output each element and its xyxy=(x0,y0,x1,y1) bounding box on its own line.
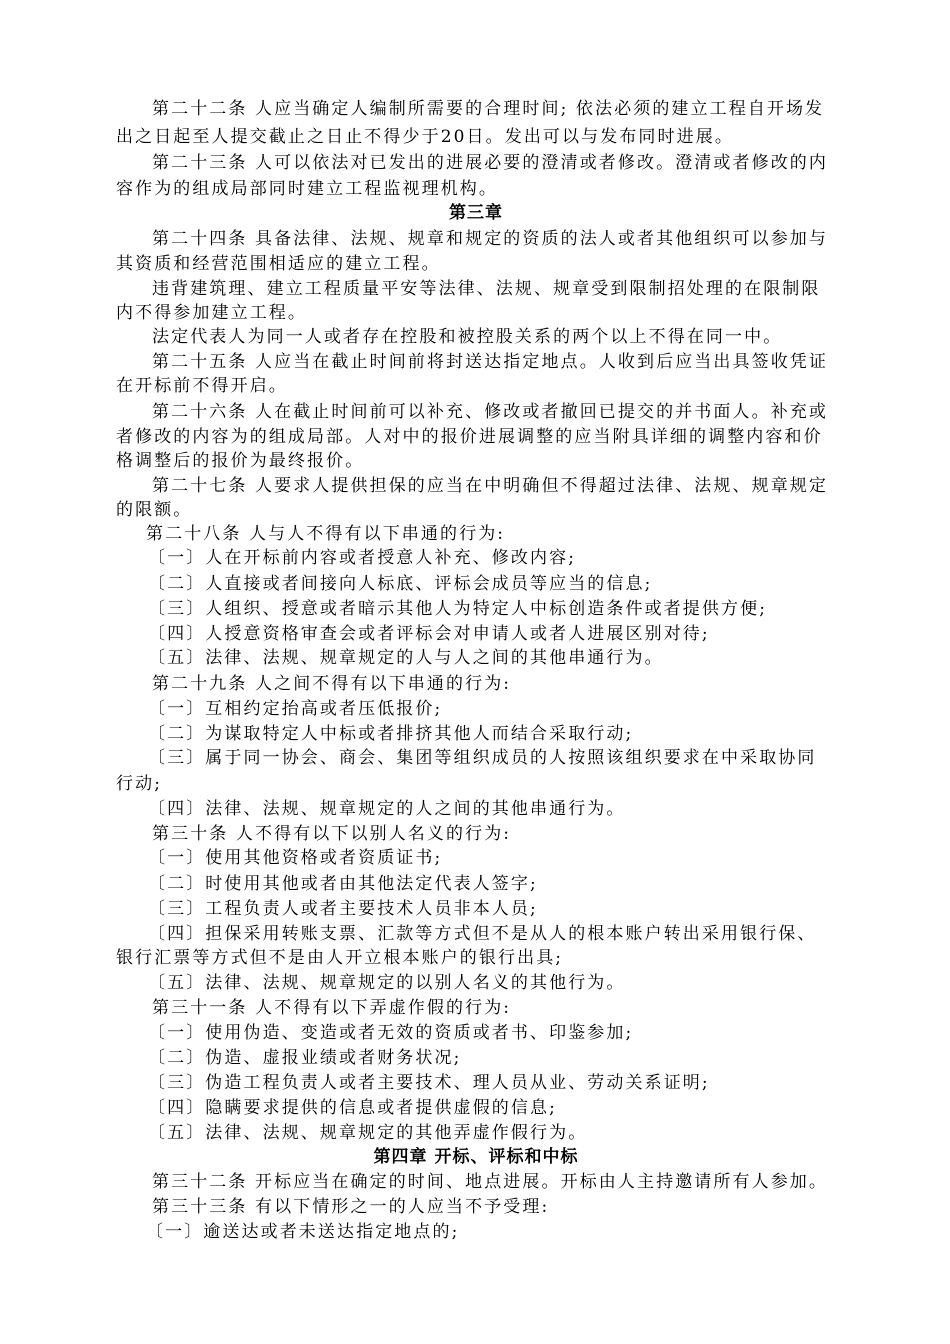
text-line: 者修改的内容为的组成局部。人对中的报价进展调整的应当附具详细的调整内容和价 xyxy=(116,427,823,447)
text-line: 第二十八条 人与人不得有以下串通的行为: xyxy=(146,524,506,544)
text-line: 格调整后的报价为最终报价。 xyxy=(116,451,365,471)
text-line: 〔三〕属于同一协会、商会、集团等组织成员的人按照该组织要求在中采取协同 xyxy=(148,748,817,768)
text-line: 第三十一条 人不得有以下弄虚作假的行为: xyxy=(152,998,512,1018)
text-line: 〔五〕法律、法规、规章规定的其他弄虚作假行为。 xyxy=(148,1123,588,1143)
text-line: 〔三〕工程负责人或者主要技术人员非本人员; xyxy=(148,899,538,919)
text-line: 第二十七条 人要求人提供担保的应当在中明确但不得超过法律、法规、规章规定 xyxy=(152,476,829,496)
text-line: 违背建筑理、建立工程质量平安等法律、法规、规章受到限制招处理的在限制限 xyxy=(152,279,821,299)
text-line: 〔一〕人在开标前内容或者授意人补充、修改内容; xyxy=(148,548,577,568)
text-line: 第二十五条 人应当在截止时间前将封送达指定地点。人收到后应当出具签收凭证 xyxy=(152,352,829,372)
text-line: 〔四〕人授意资格审查会或者评标会对申请人或者人进展区别对待; xyxy=(148,624,710,644)
text-line: 第三十三条 有以下情形之一的人应当不予受理: xyxy=(152,1197,550,1217)
text-line: 第二十六条 人在截止时间前可以补充、修改或者撤回已提交的并书面人。补充或 xyxy=(152,402,829,422)
text-line: 第三十条 人不得有以下以别人名义的行为: xyxy=(152,824,512,844)
text-line: 第二十三条 人可以依法对已发出的进展必要的澄清或者修改。澄清或者修改的内 xyxy=(152,153,829,173)
text-line: 第三十二条 开标应当在确定的时间、地点进展。开标由人主持邀请所有人参加。 xyxy=(152,1172,829,1192)
text-line: 法定代表人为同一人或者存在控股和被控股关系的两个以上不得在同一中。 xyxy=(152,327,783,347)
text-line: 〔一〕互相约定抬高或者压低报价; xyxy=(148,699,443,719)
text-line: 在开标前不得开启。 xyxy=(116,376,288,396)
text-line: 〔二〕人直接或者间接向人标底、评标会成员等应当的信息; xyxy=(148,574,653,594)
text-line: 出之日起至人提交截止之日止不得少于20日。发出可以与发布同时进展。 xyxy=(116,127,734,147)
text-line: 〔三〕伪造工程负责人或者主要技术、理人员从业、劳动关系证明; xyxy=(148,1073,710,1093)
text-line: 第二十九条 人之间不得有以下串通的行为: xyxy=(152,674,512,694)
text-line: 〔四〕法律、法规、规章规定的人之间的其他串通行为。 xyxy=(148,799,626,819)
text-line: 〔五〕法律、法规、规章规定的人与人之间的其他串通行为。 xyxy=(148,648,664,668)
text-line: 〔四〕担保采用转账支票、汇款等方式但不是从人的根本账户转出采用银行保、 xyxy=(148,924,817,944)
text-line: 〔二〕为谋取特定人中标或者排挤其他人而结合采取行动; xyxy=(148,724,634,744)
text-line: 容作为的组成局部同时建立工程监视理机构。 xyxy=(116,179,498,199)
text-line: 〔一〕使用其他资格或者资质证书; xyxy=(148,848,443,868)
chapter-heading: 第四章 开标、评标和中标 xyxy=(373,1147,579,1167)
text-line: 第二十四条 具备法律、法规、规章和规定的资质的法人或者其他组织可以参加与 xyxy=(152,229,829,249)
text-line: 〔二〕时使用其他或者由其他法定代表人签字; xyxy=(148,874,538,894)
text-line: 内不得参加建立工程。 xyxy=(116,303,307,323)
text-line: 行动; xyxy=(116,774,163,794)
text-line: 银行汇票等方式但不是由人开立根本账户的银行出具; xyxy=(116,948,564,968)
text-line: 〔三〕人组织、授意或者暗示其他人为特定人中标创造条件或者提供方便; xyxy=(148,599,768,619)
text-line: 的限额。 xyxy=(116,500,193,520)
text-line: 第二十二条 人应当确定人编制所需要的合理时间; 依法必须的建立工程自开场发 xyxy=(152,99,825,119)
chapter-heading: 第三章 xyxy=(449,203,503,223)
text-line: 〔一〕逾送达或者未送达指定地点的; xyxy=(146,1222,460,1242)
text-line: 〔四〕隐瞒要求提供的信息或者提供虚假的信息; xyxy=(148,1098,557,1118)
text-line: 〔五〕法律、法规、规章规定的以别人名义的其他行为。 xyxy=(148,973,626,993)
text-line: 〔一〕使用伪造、变造或者无效的资质或者书、印鉴参加; xyxy=(148,1023,634,1043)
text-line: 其资质和经营范围相适应的建立工程。 xyxy=(116,254,441,274)
text-line: 〔二〕伪造、虚报业绩或者财务状况; xyxy=(148,1048,462,1068)
